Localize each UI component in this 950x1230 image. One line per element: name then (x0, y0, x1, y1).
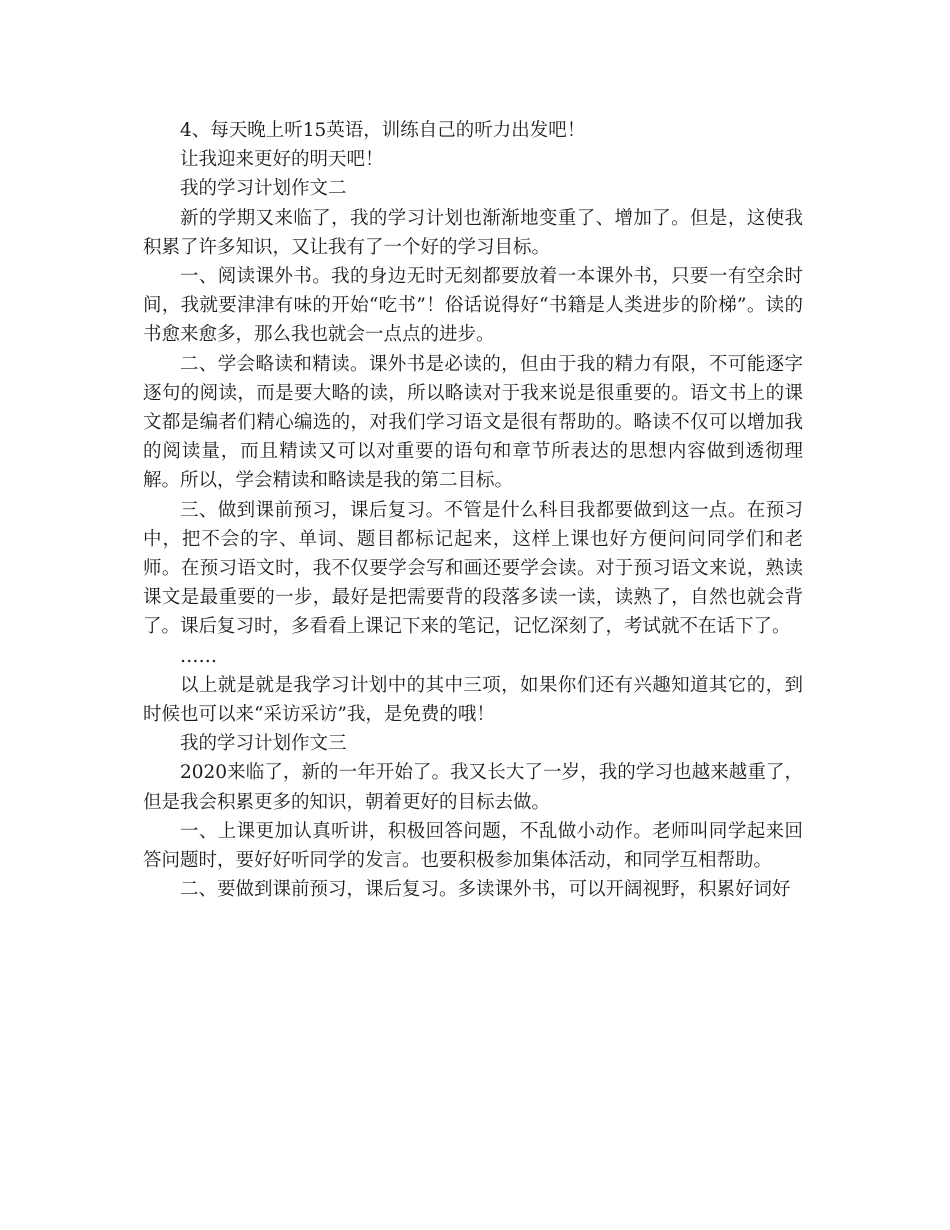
paragraph: 让我迎来更好的明天吧！ (180, 149, 384, 171)
section-heading: 我的学习计划作文三 (180, 733, 347, 755)
paragraph: 以上就是就是我学习计划中的其中三项，如果你们还有兴趣知道其它的，到时候也可以来“采访采访”我，是免费的哦！ (143, 674, 803, 726)
paragraph: 新的学期又来临了，我的学习计划也渐渐地变重了、增加了。但是，这使我积累了许多知识，又让我有了一个好的学习目标。 (143, 207, 803, 258)
paragraph: 2020来临了，新的一年开始了。我又长大了一岁，我的学习也越来越重了，但是我会积累更多的知识，朝着更好的目标去做。 (143, 762, 803, 813)
document-body (143, 116, 803, 904)
section-heading: 我的学习计划作文二 (180, 178, 347, 200)
paragraph: 二、要做到课前预习，课后复习。多读课外书，可以开阔视野，积累好词好 (180, 879, 791, 901)
ellipsis-line: …… (180, 645, 217, 667)
paragraph: 三、做到课前预习，课后复习。不管是什么科目我都要做到这一点。在预习中，把不会的字、单词、题目都标记起来，这样上课也好方便问问同学们和老师。在预习语文时，我不仅要学会写和画还要学会读。对于预习语文来说，熟读课文是最重要的一步，最好是把需要背的段落多读一读，读熟了，自然也就会背了。课后复习时，多看看上课记下来的笔记，记忆深刻了，考试就不在话下了。 (143, 499, 803, 638)
paragraph: 一、上课更加认真听讲，积极回答问题，不乱做小动作。老师叫同学起来回答问题时，要好好听同学的发言。也要积极参加集体活动，和同学互相帮助。 (143, 820, 803, 872)
paragraph: 二、学会略读和精读。课外书是必读的，但由于我的精力有限，不可能逐字逐句的阅读，而是要大略的读，所以略读对于我来说是很重要的。语文书上的课文都是编者们精心编选的，对我们学习语文是很有帮助的。略读不仅可以增加我的阅读量，而且精读又可以对重要的语句和章节所表达的思想内容做到透彻理解。所以，学会精读和略读是我的第二目标。 (143, 353, 803, 492)
paragraph: 4、每天晚上听15英语，训练自己的听力出发吧！ (180, 120, 586, 141)
paragraph: 一、阅读课外书。我的身边无时无刻都要放着一本课外书，只要一有空余时间，我就要津津有味的开始“吃书”！俗话说得好“书籍是人类进步的阶梯”。读的书愈来愈多，那么我也就会一点点的进步。 (143, 266, 803, 346)
